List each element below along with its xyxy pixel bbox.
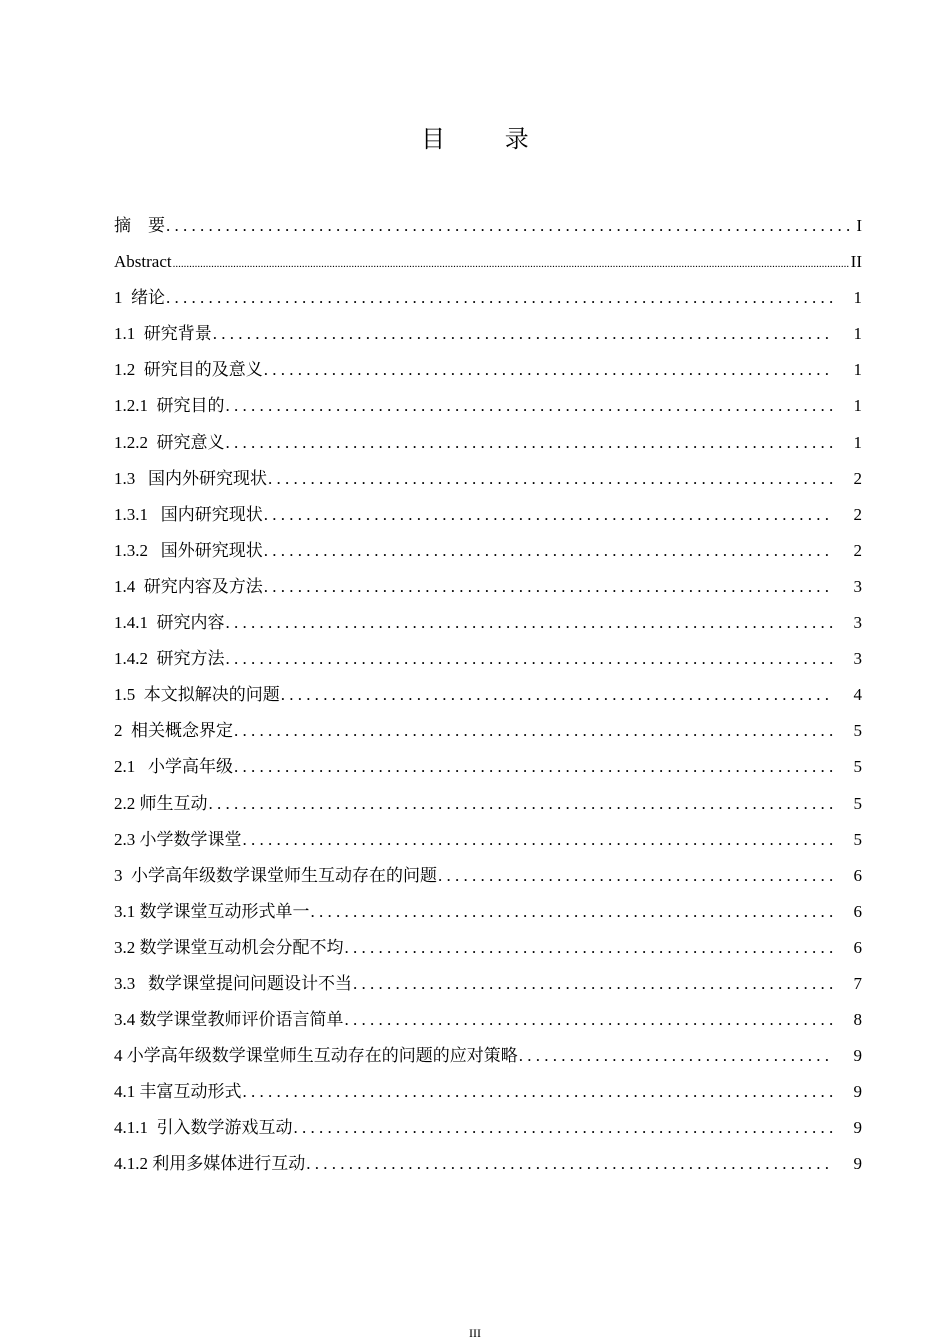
toc-entry[interactable]	[114, 1110, 862, 1146]
toc-leader-dots	[166, 280, 834, 316]
toc-entry-label: 1.2.1 研究目的	[114, 396, 225, 416]
toc-entry[interactable]	[114, 388, 862, 424]
toc-entry-page: 3	[853, 576, 862, 596]
toc-leader-dots	[209, 786, 835, 822]
toc-entry[interactable]	[114, 352, 862, 388]
toc-entry-page: 9	[853, 1154, 862, 1174]
toc-entry-label: 2.3 小学数学课堂	[114, 829, 242, 849]
toc-leader-dots	[234, 713, 834, 749]
toc-entry-label: 3.3 数学课堂提问问题设计不当	[114, 973, 352, 993]
toc-entry[interactable]	[114, 533, 862, 569]
toc-entry[interactable]	[114, 749, 862, 785]
toc-leader-dots	[213, 316, 834, 352]
toc-leader-dots	[306, 1146, 834, 1182]
toc-leader-dots	[226, 425, 835, 461]
toc-entry[interactable]	[114, 497, 862, 533]
toc-entry-label: 2.2 师生互动	[114, 793, 208, 813]
toc-entry[interactable]	[114, 605, 862, 641]
toc-leader-dots	[243, 822, 835, 858]
toc-entry[interactable]	[114, 930, 862, 966]
toc-entry-page: I	[856, 216, 862, 235]
toc-entry-page: 6	[853, 901, 862, 921]
toc-entry[interactable]	[114, 1038, 862, 1074]
toc-entry[interactable]	[114, 786, 862, 822]
toc-entry-label: 1.4.1 研究内容	[114, 613, 225, 633]
toc-leader-dots	[264, 497, 834, 533]
toc-entry-label: 1.4.2 研究方法	[114, 649, 225, 669]
toc-entry[interactable]	[114, 208, 862, 244]
toc-entry-page: 5	[853, 793, 862, 813]
toc-entry-page: II	[850, 252, 862, 272]
toc-entry-page: 1	[853, 288, 862, 308]
toc-entry-page: 9	[853, 1046, 862, 1066]
toc-entry-page: 6	[853, 937, 862, 957]
toc-leader-dots	[234, 749, 834, 785]
toc-entry-label: 1.2.2 研究意义	[114, 432, 225, 452]
toc-leader-dots	[294, 1110, 835, 1146]
toc-entry[interactable]	[114, 1002, 862, 1038]
toc-entry-label: 4.1 丰富互动形式	[114, 1082, 242, 1102]
toc-entry-page: 9	[853, 1082, 862, 1102]
toc-entry-label: 1.3.1 国内研究现状	[114, 504, 263, 524]
toc-leader-dots	[226, 605, 835, 641]
toc-entry[interactable]	[114, 894, 862, 930]
toc-leader-dots	[173, 246, 849, 282]
toc-leader-dots	[226, 641, 835, 677]
toc-entry-page: 1	[853, 432, 862, 452]
toc-leader-dots	[281, 677, 834, 713]
toc-entry-label: 1.5 本文拟解决的问题	[114, 685, 280, 705]
toc-entry-page: 1	[853, 324, 862, 344]
toc-entry-label: 4.1.1 引入数学游戏互动	[114, 1118, 293, 1138]
toc-entry-page: 9	[853, 1118, 862, 1138]
toc-entry[interactable]	[114, 966, 862, 1002]
toc-entry-page: 2	[853, 504, 862, 524]
toc-leader-dots	[243, 1074, 835, 1110]
toc-entry-page: 3	[853, 613, 862, 633]
toc-entry-label: 1.4 研究内容及方法	[114, 576, 263, 596]
toc-entry-label: 2.1 小学高年级	[114, 757, 233, 777]
toc-entry[interactable]	[114, 1146, 862, 1182]
toc-entry-page: 5	[853, 721, 862, 741]
toc-entry-page: 5	[853, 829, 862, 849]
toc-entry[interactable]	[114, 244, 862, 280]
toc-leader-dots	[345, 1002, 835, 1038]
toc-entry-label: 1.1 研究背景	[114, 324, 212, 344]
toc-entry-page: 1	[853, 396, 862, 416]
toc-leader-dots	[438, 858, 834, 894]
toc-entry-page: 6	[853, 865, 862, 885]
toc-entry[interactable]	[114, 858, 862, 894]
toc-entry-label: 1 绪论	[114, 288, 165, 308]
table-of-contents	[114, 208, 862, 1183]
toc-entry[interactable]	[114, 713, 862, 749]
toc-entry-label: 4.1.2 利用多媒体进行互动	[114, 1154, 306, 1174]
toc-entry[interactable]	[114, 569, 862, 605]
toc-entry-page: 8	[853, 1010, 862, 1030]
toc-leader-dots	[519, 1038, 834, 1074]
toc-entry-label: 3.2 数学课堂互动机会分配不均	[114, 937, 344, 957]
toc-entry[interactable]	[114, 1074, 862, 1110]
toc-entry-label: 1.3.2 国外研究现状	[114, 540, 263, 560]
toc-entry-page: 2	[853, 468, 862, 488]
toc-entry-label: 3.1 数学课堂互动形式单一	[114, 901, 310, 921]
toc-entry[interactable]	[114, 641, 862, 677]
page-title: 目 录	[421, 125, 555, 153]
toc-entry-label: 1.3 国内外研究现状	[114, 468, 267, 488]
toc-entry[interactable]	[114, 677, 862, 713]
toc-entry-page: 2	[853, 540, 862, 560]
toc-entry[interactable]	[114, 461, 862, 497]
toc-entry-page: 5	[853, 757, 862, 777]
toc-leader-dots	[264, 569, 834, 605]
toc-entry-label: 摘 要	[114, 216, 165, 235]
toc-leader-dots	[226, 388, 835, 424]
toc-entry-page: 7	[853, 973, 862, 993]
toc-leader-dots	[311, 894, 835, 930]
toc-entry-page: 1	[853, 360, 862, 380]
toc-entry-page: 4	[853, 685, 862, 705]
toc-entry-label: 3 小学高年级数学课堂师生互动存在的问题	[114, 865, 437, 885]
toc-entry-label: 4 小学高年级数学课堂师生互动存在的问题的应对策略	[114, 1046, 518, 1066]
toc-entry[interactable]	[114, 425, 862, 461]
toc-leader-dots	[345, 930, 835, 966]
toc-leader-dots	[268, 461, 834, 497]
page-number: III	[469, 1326, 481, 1340]
toc-entry-label: 3.4 数学课堂教师评价语言简单	[114, 1010, 344, 1030]
toc-entry[interactable]	[114, 822, 862, 858]
toc-entry[interactable]	[114, 316, 862, 352]
toc-leader-dots	[264, 352, 834, 388]
toc-entry-label: 1.2 研究目的及意义	[114, 360, 263, 380]
toc-leader-dots	[353, 966, 834, 1002]
toc-entry-label: 2 相关概念界定	[114, 721, 233, 741]
toc-leader-dots	[166, 208, 854, 244]
toc-leader-dots	[264, 533, 834, 569]
toc-entry[interactable]	[114, 280, 862, 316]
toc-entry-label: Abstract	[114, 252, 172, 272]
toc-entry-page: 3	[853, 649, 862, 669]
